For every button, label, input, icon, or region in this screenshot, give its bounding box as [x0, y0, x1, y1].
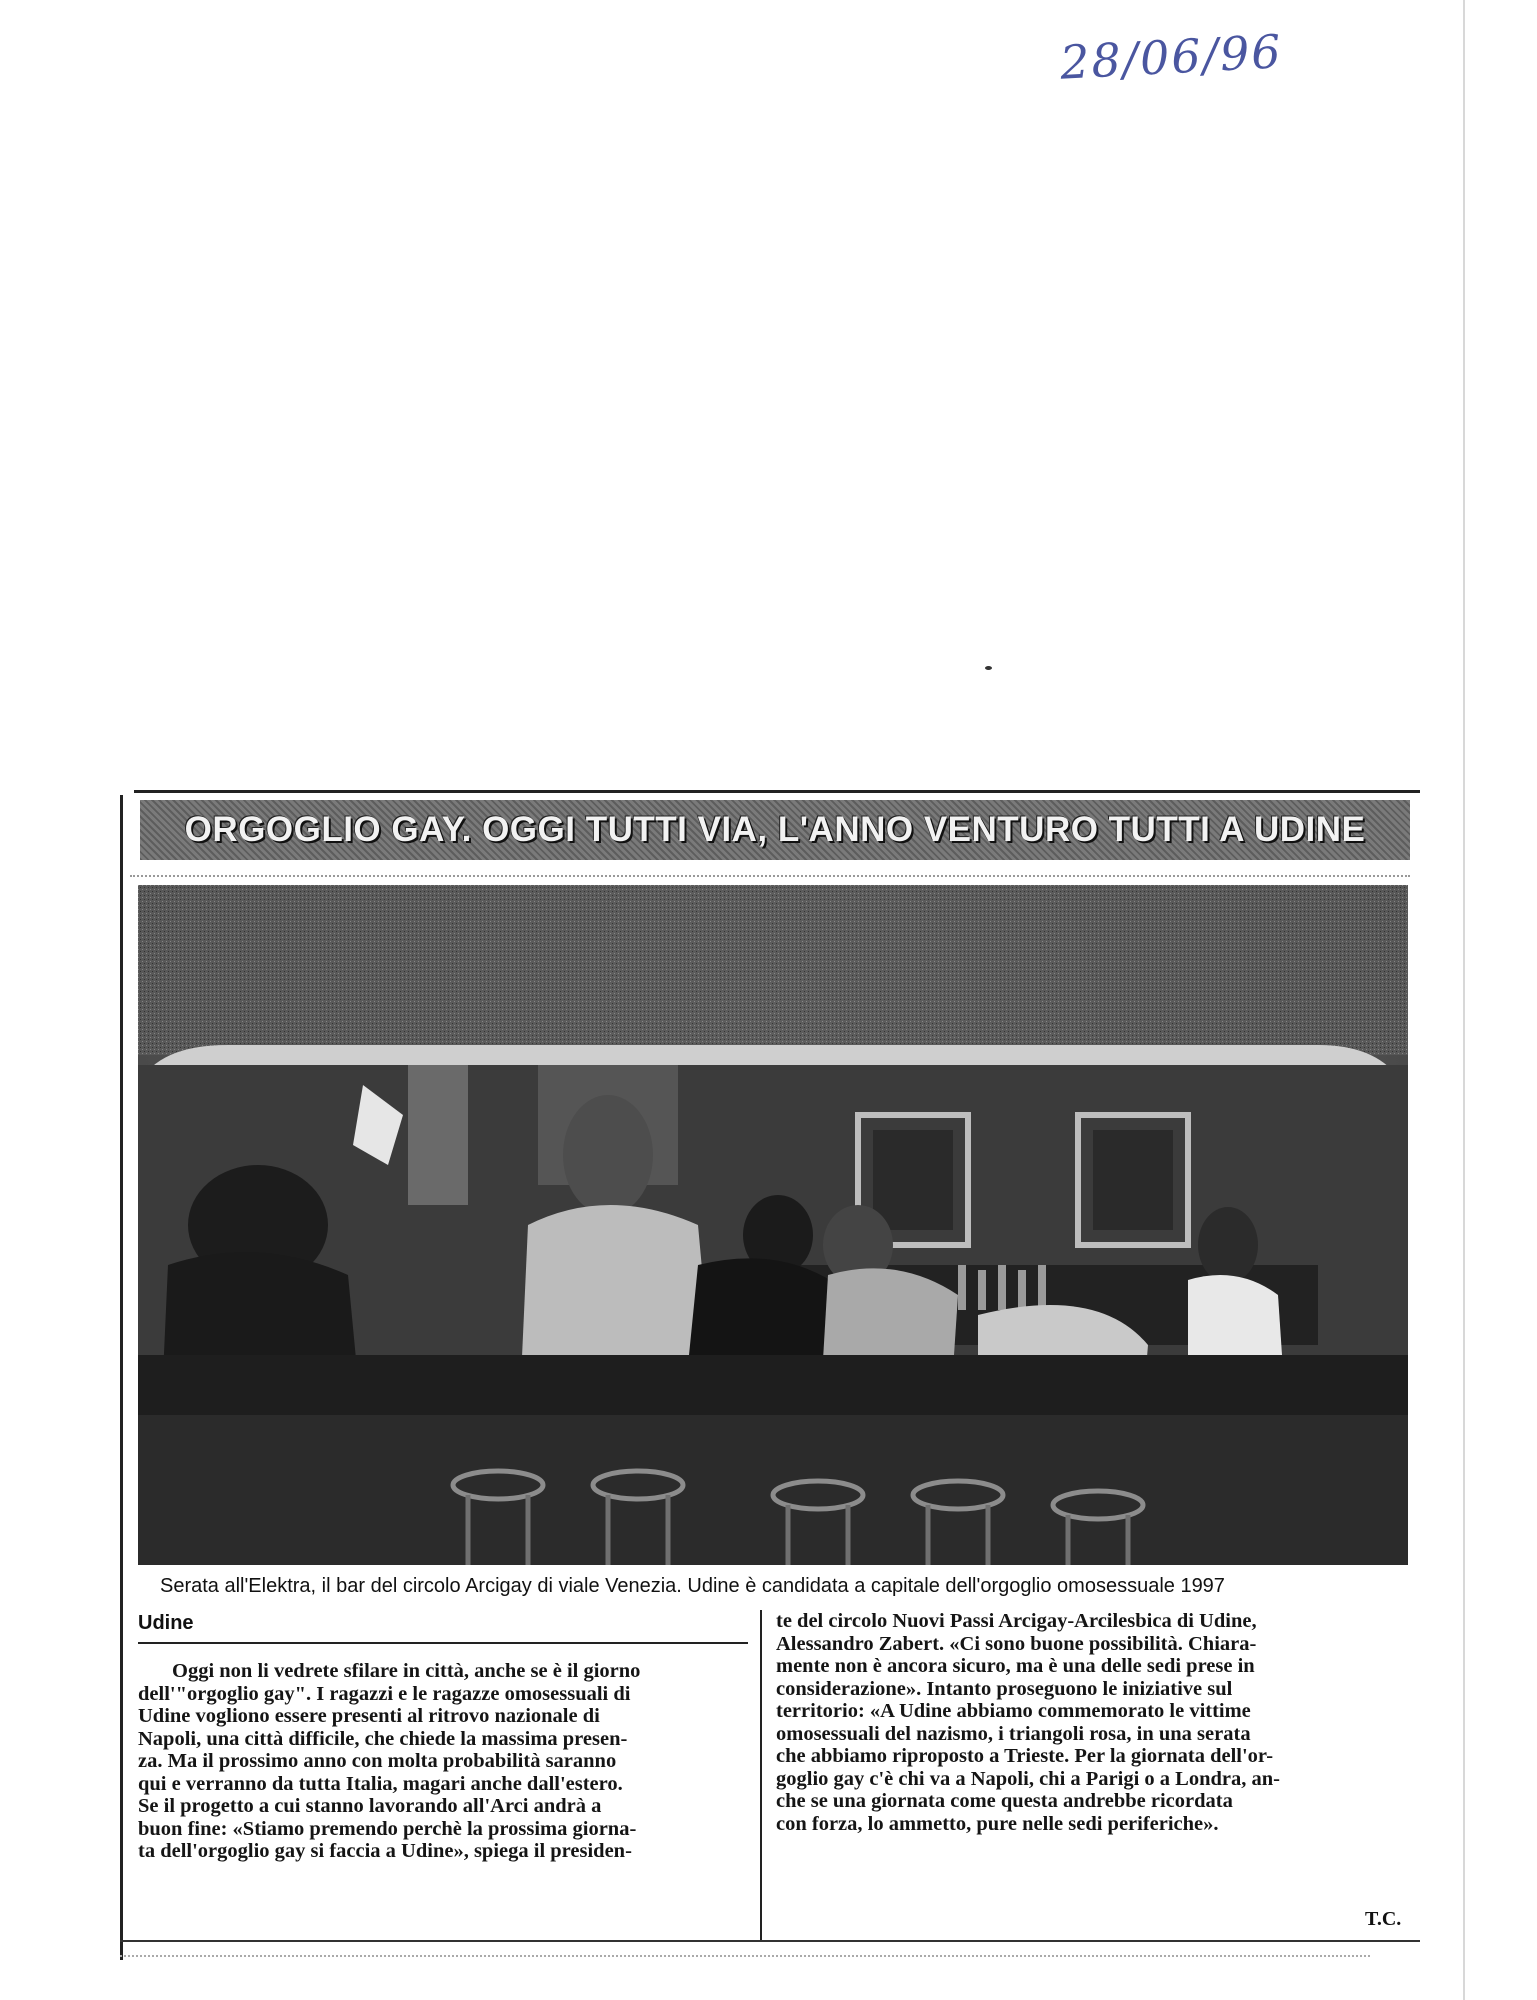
page-edge	[1463, 0, 1465, 2000]
article-line: goglio gay c'è chi va a Napoli, chi a Parigi o a Londra, an-	[776, 1767, 1280, 1790]
article-line: Oggi non li vedrete sfilare in città, anche se è il giorno	[172, 1660, 641, 1682]
article-column-left	[138, 1660, 748, 1863]
article-line: omosessuali del nazismo, i triangoli rosa, in una serata	[776, 1722, 1251, 1745]
article-line: Udine vogliono essere presenti al ritrovo nazionale di	[138, 1705, 600, 1727]
section-label: Udine	[138, 1612, 194, 1634]
photo-caption: Serata all'Elektra, il bar del circolo Arcigay di viale Venezia. Udine è candidata a capitale dell'orgoglio omosessuale 1997	[160, 1575, 1225, 1597]
article-line: Napoli, una città difficile, che chiede la massima presen-	[138, 1727, 628, 1750]
article-line: considerazione». Intanto proseguono le iniziative sul	[776, 1677, 1233, 1700]
article-line: Alessandro Zabert. «Ci sono buone possibilità. Chiara-	[776, 1632, 1257, 1655]
article-line: buon fine: «Stiamo premendo perchè la prossima giorna-	[138, 1817, 637, 1840]
bottom-dotted-rule	[120, 1955, 1370, 1958]
article-line: za. Ma il prossimo anno con molta probabilità saranno	[138, 1750, 617, 1772]
bar-photo-illustration	[138, 885, 1408, 1565]
article-line: mente non è ancora sicuro, ma è una delle sedi prese in	[776, 1655, 1255, 1677]
headline-band	[140, 800, 1410, 860]
article-line: territorio: «A Udine abbiamo commemorato le vittime	[776, 1700, 1251, 1722]
left-rule	[120, 795, 123, 1960]
handwritten-date: 28/06/96	[1058, 24, 1284, 90]
article-line: che abbiamo riproposto a Trieste. Per la giornata dell'or-	[776, 1745, 1274, 1767]
article-line: dell'"orgoglio gay". I ragazzi e le ragazze omosessuali di	[138, 1682, 631, 1705]
bottom-rule	[120, 1940, 1420, 1942]
article-line: Se il progetto a cui stanno lavorando all'Arci andrà a	[138, 1795, 602, 1817]
scan-speck	[985, 666, 992, 670]
top-rule	[134, 790, 1420, 793]
article-column-right	[776, 1610, 1401, 1835]
author-signature: T.C.	[1365, 1908, 1402, 1930]
headline-dotted-rule	[130, 875, 1410, 878]
article-line: ta dell'orgoglio gay si faccia a Udine», spiega il presiden-	[138, 1840, 632, 1862]
bar-photo	[138, 885, 1408, 1565]
article-line: con forza, lo ammetto, pure nelle sedi periferiche».	[776, 1812, 1219, 1835]
column-divider	[760, 1610, 762, 1940]
article-line: te del circolo Nuovi Passi Arcigay-Arcilesbica di Udine,	[776, 1610, 1257, 1632]
article-line: qui e verranno da tutta Italia, magari anche dall'estero.	[138, 1772, 623, 1795]
article-line: che se una giornata come questa andrebbe ricordata	[776, 1790, 1233, 1812]
newspaper-clipping	[120, 780, 1420, 1980]
section-rule	[138, 1642, 748, 1644]
article-headline: ORGOGLIO GAY. OGGI TUTTI VIA, L'ANNO VENTURO TUTTI A UDINE	[184, 810, 1366, 849]
